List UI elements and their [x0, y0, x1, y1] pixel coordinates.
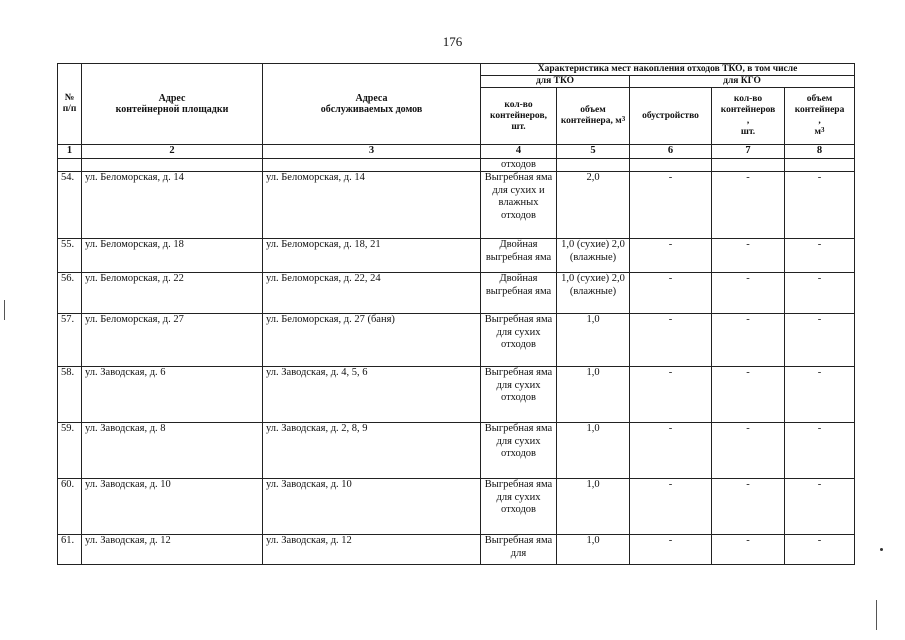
kgo-container-volume: - [785, 172, 855, 239]
row-number: 59. [58, 423, 82, 479]
table-row [58, 479, 855, 535]
table-row [58, 535, 855, 565]
tko-container-type: Двойная выгребная яма [481, 239, 557, 273]
column-number: 6 [630, 145, 712, 159]
kgo-arrangement: - [630, 239, 712, 273]
column-number: 4 [481, 145, 557, 159]
header-kgo-volume: объем контейнера , $м^3$ [785, 88, 855, 145]
header-characteristics: Характеристика мест накопления отходов ТКО, в том числе [481, 64, 855, 76]
row-number: 58. [58, 367, 82, 423]
kgo-container-count: - [712, 239, 785, 273]
kgo-arrangement: - [630, 479, 712, 535]
header-tko: для ТКО [481, 76, 630, 88]
tko-container-type: Выгребная яма для сухих отходов [481, 423, 557, 479]
kgo-container-volume: - [785, 314, 855, 367]
tko-container-type: Выгребная яма для сухих отходов [481, 314, 557, 367]
served-houses: ул. Заводская, д. 4, 5, 6 [263, 367, 481, 423]
kgo-arrangement: - [630, 367, 712, 423]
kgo-arrangement: - [630, 423, 712, 479]
header-served-houses: Адреса обслуживаемых домов [263, 64, 481, 145]
header-tko-count: кол-во контейнеров, шт. [481, 88, 557, 145]
table-row [58, 239, 855, 273]
tko-container-type: Выгребная яма для сухих отходов [481, 479, 557, 535]
scan-artifact-line [4, 300, 5, 320]
waste-sites-table [57, 63, 855, 565]
tko-container-volume: 1,0 [557, 314, 630, 367]
served-houses: ул. Заводская, д. 2, 8, 9 [263, 423, 481, 479]
column-number: 2 [82, 145, 263, 159]
tko-container-type: Выгребная яма для [481, 535, 557, 565]
scan-artifact-line [876, 600, 877, 630]
container-site-address: ул. Заводская, д. 12 [82, 535, 263, 565]
row-number: 60. [58, 479, 82, 535]
kgo-arrangement: - [630, 172, 712, 239]
kgo-container-count: - [712, 314, 785, 367]
row-number: 61. [58, 535, 82, 565]
table-row [58, 314, 855, 367]
header-kgo-arrangement: обустройство [630, 88, 712, 145]
served-houses: ул. Заводская, д. 10 [263, 479, 481, 535]
header-address: Адрес контейнерной площадки [82, 64, 263, 145]
kgo-container-count: - [712, 423, 785, 479]
row-number: 57. [58, 314, 82, 367]
tko-container-volume: 1,0 (сухие) 2,0 (влажные) [557, 273, 630, 314]
continuation-cell: отходов [481, 158, 557, 172]
kgo-container-volume: - [785, 423, 855, 479]
header-kgo: для КГО [630, 76, 855, 88]
served-houses: ул. Беломорская, д. 18, 21 [263, 239, 481, 273]
header-kgo-count: кол-во контейнеров , шт. [712, 88, 785, 145]
tko-container-volume: 1,0 (сухие) 2,0 (влажные) [557, 239, 630, 273]
served-houses: ул. Беломорская, д. 14 [263, 172, 481, 239]
table-row [58, 367, 855, 423]
kgo-container-volume: - [785, 479, 855, 535]
kgo-container-volume: - [785, 535, 855, 565]
scan-artifact-dot [880, 548, 883, 551]
tko-container-volume: 1,0 [557, 535, 630, 565]
kgo-container-count: - [712, 535, 785, 565]
kgo-arrangement: - [630, 314, 712, 367]
tko-container-volume: 1,0 [557, 423, 630, 479]
container-site-address: ул. Беломорская, д. 22 [82, 273, 263, 314]
container-site-address: ул. Заводская, д. 8 [82, 423, 263, 479]
container-site-address: ул. Заводская, д. 10 [82, 479, 263, 535]
kgo-container-volume: - [785, 273, 855, 314]
tko-container-type: Выгребная яма для сухих отходов [481, 367, 557, 423]
page-number: 176 [442, 34, 463, 49]
column-number: 3 [263, 145, 481, 159]
kgo-container-count: - [712, 367, 785, 423]
container-site-address: ул. Беломорская, д. 14 [82, 172, 263, 239]
row-number: 56. [58, 273, 82, 314]
served-houses: ул. Беломорская, д. 27 (баня) [263, 314, 481, 367]
column-number: 8 [785, 145, 855, 159]
kgo-container-count: - [712, 172, 785, 239]
served-houses: ул. Заводская, д. 12 [263, 535, 481, 565]
row-number: 55. [58, 239, 82, 273]
tko-container-type: Выгребная яма для сухих и влажных отходов [481, 172, 557, 239]
kgo-container-volume: - [785, 367, 855, 423]
kgo-container-volume: - [785, 239, 855, 273]
container-site-address: ул. Заводская, д. 6 [82, 367, 263, 423]
served-houses: ул. Беломорская, д. 22, 24 [263, 273, 481, 314]
header-tko-volume: объем контейнера, $м^3$ [557, 88, 630, 145]
container-site-address: ул. Беломорская, д. 18 [82, 239, 263, 273]
tko-container-type: Двойная выгребная яма [481, 273, 557, 314]
header-no: № п/п [58, 64, 82, 145]
column-number: 5 [557, 145, 630, 159]
table-row [58, 273, 855, 314]
kgo-arrangement: - [630, 273, 712, 314]
kgo-container-count: - [712, 273, 785, 314]
tko-container-volume: 1,0 [557, 367, 630, 423]
table-row [58, 172, 855, 239]
table-row [58, 423, 855, 479]
kgo-arrangement: - [630, 535, 712, 565]
column-number-row [58, 145, 855, 159]
column-number: 7 [712, 145, 785, 159]
continuation-row [58, 158, 855, 172]
container-site-address: ул. Беломорская, д. 27 [82, 314, 263, 367]
tko-container-volume: 2,0 [557, 172, 630, 239]
row-number: 54. [58, 172, 82, 239]
tko-container-volume: 1,0 [557, 479, 630, 535]
kgo-container-count: - [712, 479, 785, 535]
column-number: 1 [58, 145, 82, 159]
